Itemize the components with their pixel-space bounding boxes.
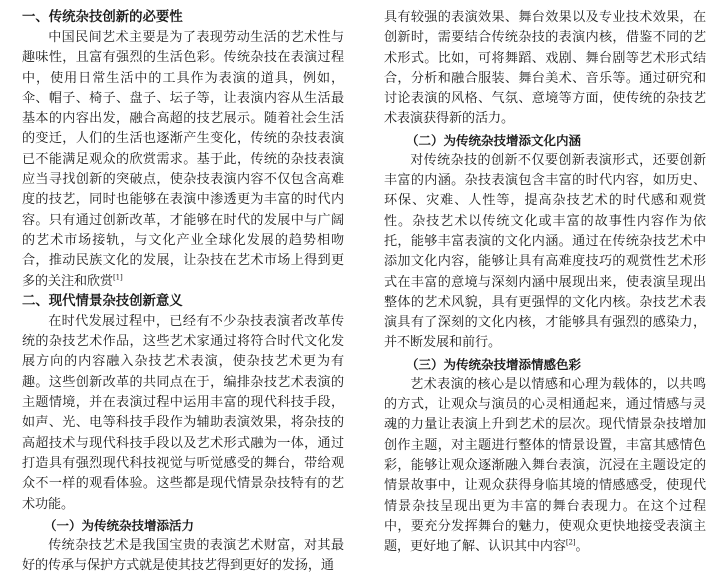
section-heading-significance: 二、现代情景杂技创新意义 [22,293,183,309]
paragraph-emotional-color [384,375,706,558]
citation-ref: [1] [112,273,123,282]
paragraph-necessity [22,28,344,292]
paragraph-vitality-start: 传统杂技艺术是我国宝贵的表演艺术财富，对其最好的传承与保护方式就是使其技艺得到更好的发扬，通 [22,537,344,574]
paragraph-cultural-connotation: 对传统杂技的创新不仅要创新表演形式，还要创新丰富的内涵。杂技表演包含丰富的时代内容，如历史、环保、灾难、人性等，提高杂技艺术的时代感和观赏性。杂技艺术以传统文化或丰富的故事性内容作为依托，能够丰富表演的文化内涵。通过在传统杂技艺术中添加文化内容，能够让具有高难度技巧的观赏性艺术形式在丰富的意境与深刻内涵中展现出来，使表演呈现出整体的艺术风貌，具有更强悍的文化内核。杂技艺术表演具有了深刻的文化内核，才能够具有强烈的感染力，并不断发展和前行。 [384,152,706,351]
section-heading-necessity: 一、传统杂技创新的必要性 [22,10,183,25]
citation-ref: [2] [565,538,576,547]
subheading-emotional-color: （三）为传统杂技增添情感色彩 [406,356,582,372]
subheading-vitality: （一）为传统杂技增添活力 [44,517,195,533]
paragraph-end: 。 [575,539,589,555]
subheading-cultural-connotation: （二）为传统杂技增添文化内涵 [406,132,582,148]
paragraph-text: 艺术表演的核心是以情感和心理为载体的，以共鸣的方式，让观众与演员的心灵相通起来，通过情感与灵魂的力量让表演上升到艺术的层次。现代情景杂技增加创作主题，对主题进行整体的情景设置，丰富其感情色彩，能够让观众逐渐融入舞台表演，沉浸在主题设定的情景故事中，让观众获得身临其境的情感感受，使现代情景杂技呈现出更为丰富的舞台表现力。在这个过程中，要充分发挥舞台的魅力，使观众更快地接受表演主题，更好地了解、认识其中内容 [384,376,706,555]
paragraph-vitality-cont: 具有较强的表演效果、舞台效果以及专业技术效果，在创新时，需要结合传统杂技的表演内核，借鉴不同的艺术形式。比如，可将舞蹈、戏剧、舞台剧等艺术形式结合，分析和融合服装、舞台美术、音乐等。通过研究和讨论表演的风格、气氛、意境等方面，使传统的杂技艺术表演获得新的活力。 [384,10,706,127]
paragraph-text: 中国民间艺术主要是为了表现劳动生活的艺术性与趣味性，且富有强烈的生活色彩。传统杂技在表演过程中，使用日常生活中的工具作为表演的道具，例如，伞、帽子、椅子、盘子、坛子等，让表演内容从生活最基本的内容出发，融合高超的技艺展示。随着社会生活的变迁，人们的生活也逐渐产生变化，传统的杂技表演已不能满足观众的欣赏需求。基于此，传统的杂技表演应当寻找创新的突破点，使杂技表演内容不仅包含高难度的技艺，同时也能够在表演中渗透更为丰富的时代内容。只有通过创新改革，才能够在时代的发展中与广阔的艺术市场接轨，与文化产业全球化发展的趋势相吻合，推动民族文化的发展，让杂技在艺术市场上得到更多的关注和欣赏 [22,30,344,289]
left-column [22,8,344,574]
right-column [384,8,706,559]
paragraph-significance: 在时代发展过程中，已经有不少杂技表演者改革传统的杂技艺术作品，这些艺术家通过将符合时代文化发展方向的内容融入杂技艺术表演，使杂技艺术更为有趣。这些创新改革的共同点在于，编排杂技艺术表演的主题情境，并在表演过程中运用丰富的现代科技手段，如声、光、电等科技手段作为辅助表演效果，将杂技的高超技术与现代科技手段以及艺术形式融为一体，通过打造具有强烈现代科技视觉与听觉感受的舞台，带给观众不一样的观看体验。这些都是现代情景杂技特有的艺术功能。 [22,313,344,512]
